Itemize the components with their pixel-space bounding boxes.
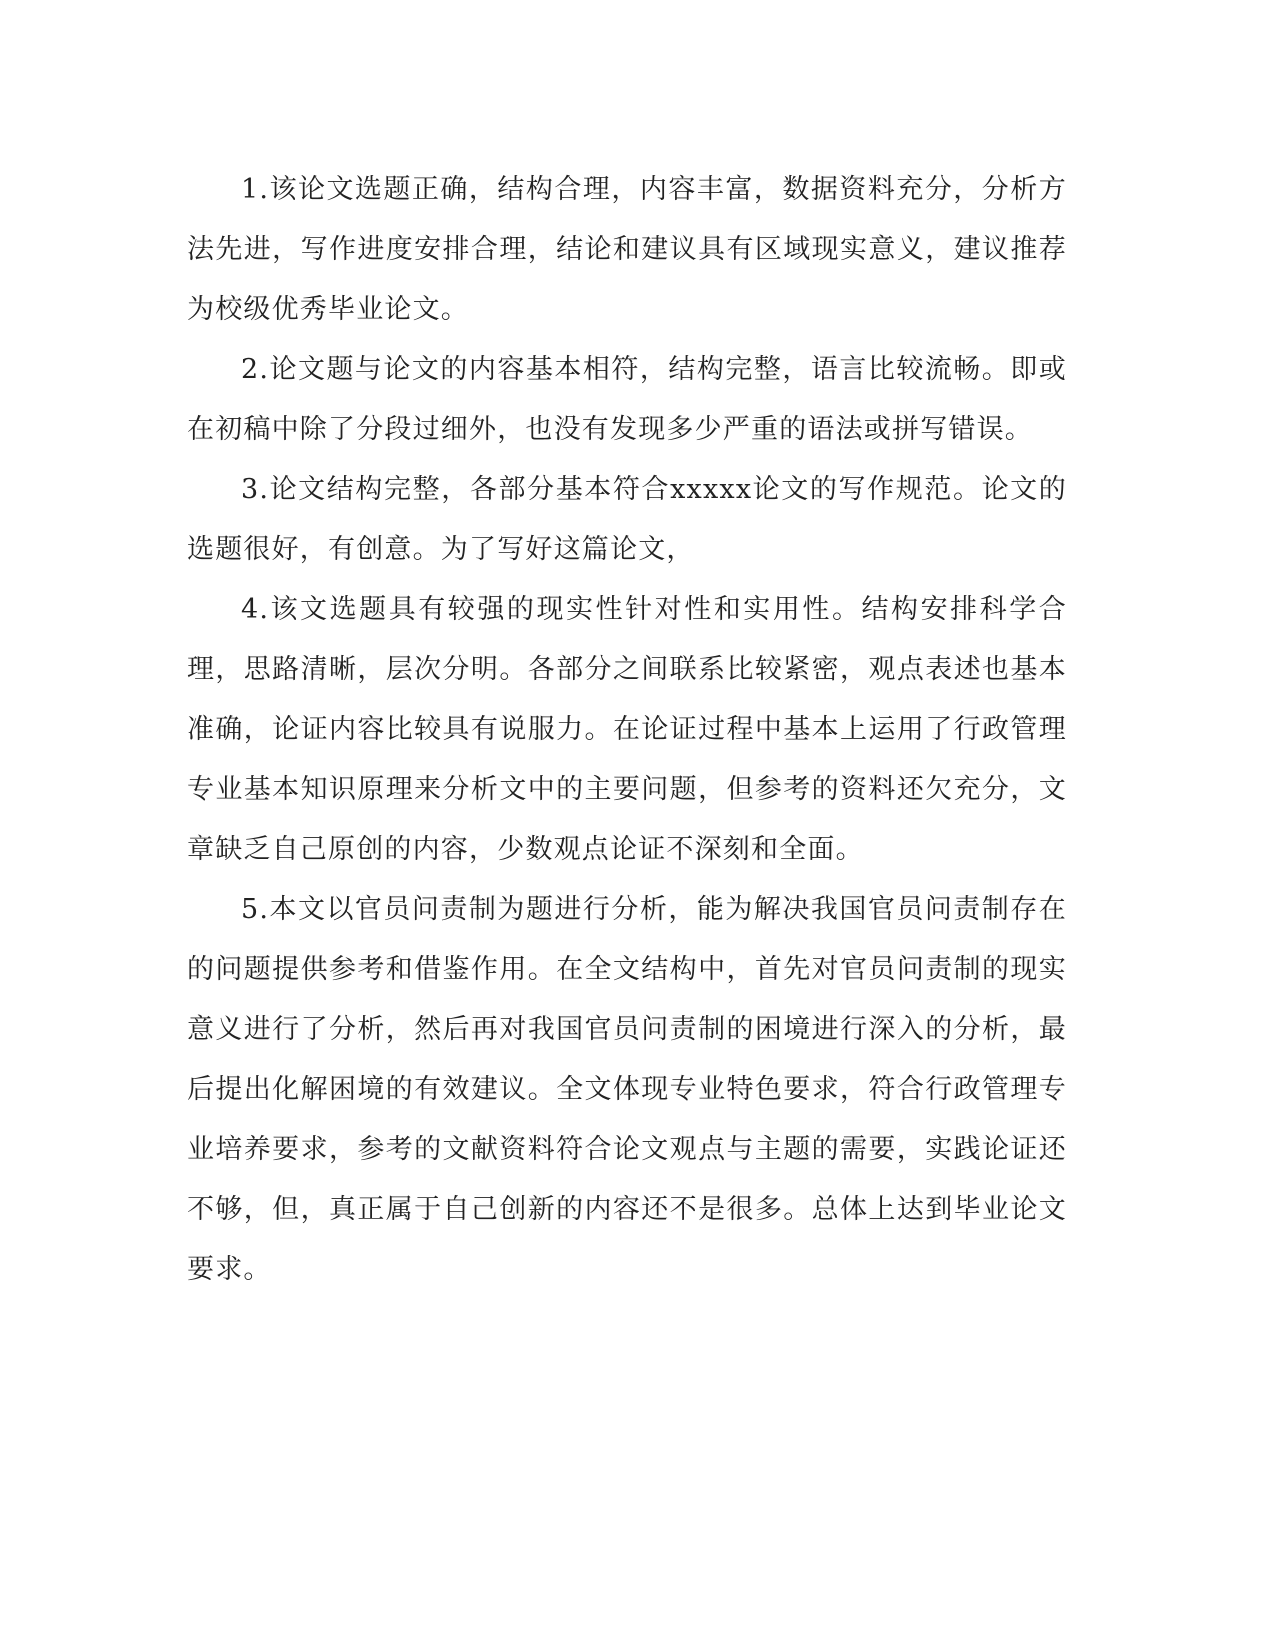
comment-paragraph-2: 2.论文题与论文的内容基本相符，结构完整，语言比较流畅。即或在初稿中除了分段过细外，也没有发现多少严重的语法或拼写错误。 xyxy=(187,354,1067,445)
comment-paragraph-5: 5.本文以官员问责制为题进行分析，能为解决我国官员问责制存在的问题提供参考和借鉴作用。在全文结构中，首先对官员问责制的现实意义进行了分析，然后再对我国官员问责制的困境进行深入的分析，最后提出化解困境的有效建议。全文体现专业特色要求，符合行政管理专业培养要求，参考的文献资料符合论文观点与主题的需要，实践论证还不够，但，真正属于自己创新的内容还不是很多。总体上达到毕业论文要求。 xyxy=(187,894,1067,1285)
document-body xyxy=(187,160,1067,1300)
comment-paragraph-4: 4.该文选题具有较强的现实性针对性和实用性。结构安排科学合理，思路清晰，层次分明。各部分之间联系比较紧密，观点表述也基本准确，论证内容比较具有说服力。在论证过程中基本上运用了行政管理专业基本知识原理来分析文中的主要问题，但参考的资料还欠充分，文章缺乏自己原创的内容，少数观点论证不深刻和全面。 xyxy=(187,594,1067,865)
comment-paragraph-3: 3.论文结构完整，各部分基本符合xxxxx论文的写作规范。论文的选题很好，有创意。为了写好这篇论文， xyxy=(187,474,1067,565)
comment-paragraph-1: 1.该论文选题正确，结构合理，内容丰富，数据资料充分，分析方法先进，写作进度安排合理，结论和建议具有区域现实意义，建议推荐为校级优秀毕业论文。 xyxy=(187,174,1067,325)
